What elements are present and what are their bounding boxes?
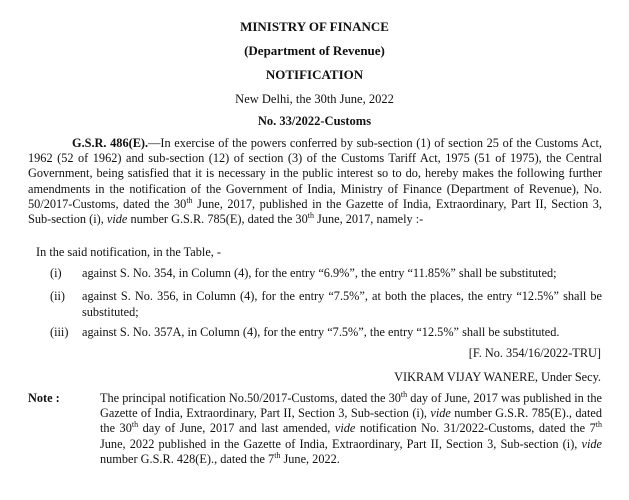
main-paragraph: [28, 136, 602, 227]
para-text-3: number G.S.R. 785(E), dated the 30: [127, 212, 308, 227]
note-vide-2: vide: [334, 421, 356, 436]
department-heading: (Department of Revenue): [244, 43, 385, 58]
para-vide: vide: [106, 212, 128, 227]
note-sup-1: th: [400, 389, 408, 399]
note-text-2: day of June, 2017 was published in the Gazette of India, Extraordinary, Part II, Section 3, Sub-section (i),: [100, 391, 602, 421]
ministry-heading: MINISTRY OF FINANCE: [240, 19, 389, 34]
notification-number: No. 33/2022-Customs: [257, 114, 372, 128]
item-number: (iii): [50, 325, 69, 339]
item-text: against S. No. 354, in Column (4), for the entry “6.9%”, the entry “11.85%” shall be substituted;: [82, 266, 557, 280]
note-text-5: notification No. 31/2022-Customs, dated the 7: [355, 421, 596, 436]
note-text-1: The principal notification No.50/2017-Customs, dated the 30: [100, 391, 401, 405]
para-sup-2: th: [307, 210, 314, 220]
note-text-6: June, 2022 published in the Gazette of India, Extraordinary, Part II, Section 3, Sub-section (i),: [100, 436, 582, 451]
note-text-3: number G.S.R. 785(E)., dated the 30: [100, 406, 602, 436]
table-intro: In the said notification, in the Table, -: [36, 245, 222, 259]
signatory: VIKRAM VIJAY WANERE, Under Secy.: [394, 370, 601, 384]
para-text-2: June, 2017, published in the Gazette of India, Extraordinary, Part II, Section 3, Sub-section (i),: [28, 196, 603, 227]
item-text: against S. No. 356, in Column (4), for the entry “7.5%”, at both the places, the entry “12.5%” shall be substituted;: [82, 289, 602, 319]
item-number: (ii): [50, 289, 66, 303]
gsr-number: G.S.R. 486(E).: [72, 136, 149, 150]
file-reference: [F. No. 354/16/2022-TRU]: [468, 346, 601, 360]
amendment-item-3: [50, 325, 602, 341]
dateline: New Delhi, the 30th June, 2022: [235, 92, 394, 106]
note-sup-2: th: [131, 420, 139, 430]
item-text: against S. No. 357A, in Column (4), for the entry “7.5%”, the entry “12.5%” shall be substituted.: [82, 325, 560, 339]
note-vide-1: vide: [430, 406, 451, 421]
note-vide-3: vide: [581, 436, 602, 451]
para-text-4: June, 2017, namely :-: [313, 212, 424, 227]
note-body: [100, 391, 602, 467]
para-sup-1: th: [186, 195, 193, 205]
notification-heading: NOTIFICATION: [265, 67, 364, 82]
note-sup-3: th: [595, 420, 602, 430]
para-text-1: —In exercise of the powers conferred by sub-section (1) of section 25 of the Customs Act, 1962 (52 of 1962) and sub-section (12) of section (3) of the Customs Tariff Act, 1975 (51 of 1975), the Central Government, being satisfied that it is necessary in the public interest so to do, hereby makes the following further amendments in the notification of the Government of India, Ministry of Finance (Department of Revenue), No. 50/2017-Customs, dated the 30: [28, 136, 602, 211]
note-block: [28, 391, 602, 467]
note-text-4: day of June, 2017 and last amended,: [138, 421, 335, 436]
note-text-8: June, 2022.: [280, 451, 340, 466]
note-label: Note :: [28, 391, 60, 405]
item-number: (i): [50, 266, 62, 280]
amendment-item-1: [50, 266, 602, 282]
amendment-item-2: [50, 289, 602, 320]
note-sup-4: th: [274, 450, 281, 460]
note-text-7: number G.S.R. 428(E)., dated the 7: [100, 451, 275, 466]
